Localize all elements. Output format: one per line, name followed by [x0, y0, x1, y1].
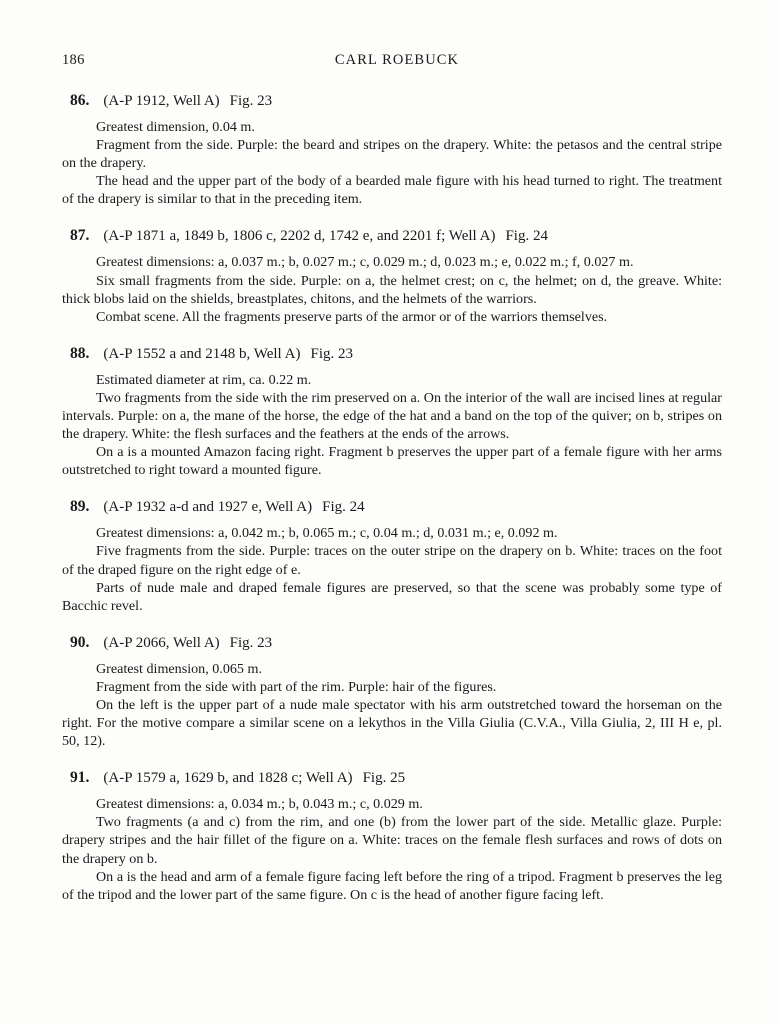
entry-figure: Fig. 23: [310, 345, 353, 362]
entry-paragraph: Parts of nude male and draped female figures are preserved, so that the scene was probably some type of Bacchic revel.: [62, 579, 722, 614]
entry-paragraph: Greatest dimension, 0.04 m.: [96, 118, 255, 135]
entry-paragraph: On the left is the upper part of a nude male spectator with his arm outstretched toward the horseman on the right. For the motive compare a similar scene on a lekythos in the Villa Giulia (C.V.A., Villa Giulia, 2, III H e, pl. 50, 12).: [62, 697, 722, 750]
entry-number: 86.: [70, 92, 90, 109]
page-number: 186: [62, 52, 85, 68]
entry-paragraph: Greatest dimensions: a, 0.042 m.; b, 0.065 m.; c, 0.04 m.; d, 0.031 m.; e, 0.092 m.: [96, 525, 558, 542]
catalog-entry-89: [62, 497, 722, 614]
entry-number: 90.: [70, 633, 90, 651]
catalog-entry-90: [62, 633, 722, 750]
entry-paragraph: Greatest dimensions: a, 0.034 m.; b, 0.043 m.; c, 0.029 m.: [96, 796, 423, 813]
running-head-title: CARL ROEBUCK: [334, 52, 460, 68]
running-head: [62, 52, 722, 69]
entry-body: [62, 371, 722, 480]
entry-body: [62, 660, 722, 751]
catalog-entry-91: [62, 768, 722, 904]
entry-heading: [62, 768, 722, 789]
catalog-entry-88: [62, 344, 722, 480]
entry-paragraph: The head and the upper part of the body of a bearded male figure with his head turned to right. The treatment of the drapery is similar to that in the preceding item.: [62, 173, 722, 208]
entry-paragraph: Combat scene. All the fragments preserve parts of the armor or of the warriors themselves.: [96, 308, 608, 325]
entry-heading: [62, 226, 722, 247]
entry-paragraph: On a is a mounted Amazon facing right. Fragment b preserves the upper part of a female figure with her arms outstretched to right toward a mounted figure.: [62, 444, 722, 479]
entry-paragraph: On a is the head and arm of a female figure facing left before the ring of a tripod. Fragment b preserves the leg of the tripod and the lower part of the same figure. On c is the head of another figure facing left.: [62, 868, 722, 903]
entry-heading: [62, 633, 722, 654]
entry-figure: Fig. 24: [505, 228, 548, 245]
entry-number: 89.: [70, 498, 90, 516]
entry-number: 91.: [70, 769, 90, 787]
entry-reference: (A-P 2066, Well A): [103, 634, 220, 651]
entry-figure: Fig. 24: [322, 499, 365, 516]
entry-reference: (A-P 1871 a, 1849 b, 1806 c, 2202 d, 1742 e, and 2201 f; Well A): [103, 228, 496, 245]
entry-body: [62, 118, 722, 209]
entry-reference: (A-P 1932 a-d and 1927 e, Well A): [103, 499, 313, 516]
entry-body: [62, 253, 722, 325]
entry-heading: [62, 91, 722, 112]
entry-figure: Fig. 23: [229, 93, 273, 109]
entry-figure: Fig. 23: [229, 634, 273, 651]
entry-paragraph: Five fragments from the side. Purple: traces on the outer stripe on the drapery on b. White: traces on the foot of the draped figure on the right edge of e.: [62, 543, 722, 578]
entry-paragraph: Fragment from the side with part of the rim. Purple: hair of the figures.: [96, 678, 497, 695]
entry-paragraph: Fragment from the side. Purple: the beard and stripes on the drapery. White: the petasos and the central stripe on the drapery.: [62, 137, 722, 172]
catalog-entry-87: [62, 226, 722, 325]
entry-paragraph: Six small fragments from the side. Purple: on a, the helmet crest; on c, the helmet; on d, the greave. White: thick blobs laid on the shields, breastplates, chitons, and the helmets of the warriors.: [62, 272, 722, 307]
entry-paragraph: Two fragments from the side with the rim preserved on a. On the interior of the wall are incised lines at regular intervals. Purple: on a, the mane of the horse, the edge of the hat and a band on the top of the quiver; on b, stripes on the drapery. White: the flesh surfaces and the feathers at the ends of the arrows.: [62, 389, 722, 443]
entry-body: [62, 795, 722, 904]
entry-paragraph: Greatest dimension, 0.065 m.: [96, 660, 262, 677]
entry-number: 87.: [70, 227, 90, 245]
entry-figure: Fig. 25: [362, 770, 406, 787]
entry-number: 88.: [70, 344, 90, 362]
entry-heading: [62, 344, 722, 365]
entry-reference: (A-P 1579 a, 1629 b, and 1828 c; Well A): [103, 770, 353, 787]
entry-paragraph: Two fragments (a and c) from the rim, and one (b) from the lower part of the side. Metallic glaze. Purple: drapery stripes and the hair fillet of the figure on a. White: traces on the female flesh surfaces and rows of dots on the drapery on b.: [62, 814, 722, 867]
entry-reference: (A-P 1912, Well A): [103, 93, 220, 109]
entry-body: [62, 524, 722, 615]
entry-paragraph: Greatest dimensions: a, 0.037 m.; b, 0.027 m.; c, 0.029 m.; d, 0.023 m.; e, 0.022 m.; f, 0.027 m.: [96, 254, 634, 271]
entry-reference: (A-P 1552 a and 2148 b, Well A): [103, 345, 301, 362]
entry-paragraph: Estimated diameter at rim, ca. 0.22 m.: [96, 371, 312, 388]
catalog-entry-86: [62, 91, 722, 208]
entry-heading: [62, 497, 722, 518]
